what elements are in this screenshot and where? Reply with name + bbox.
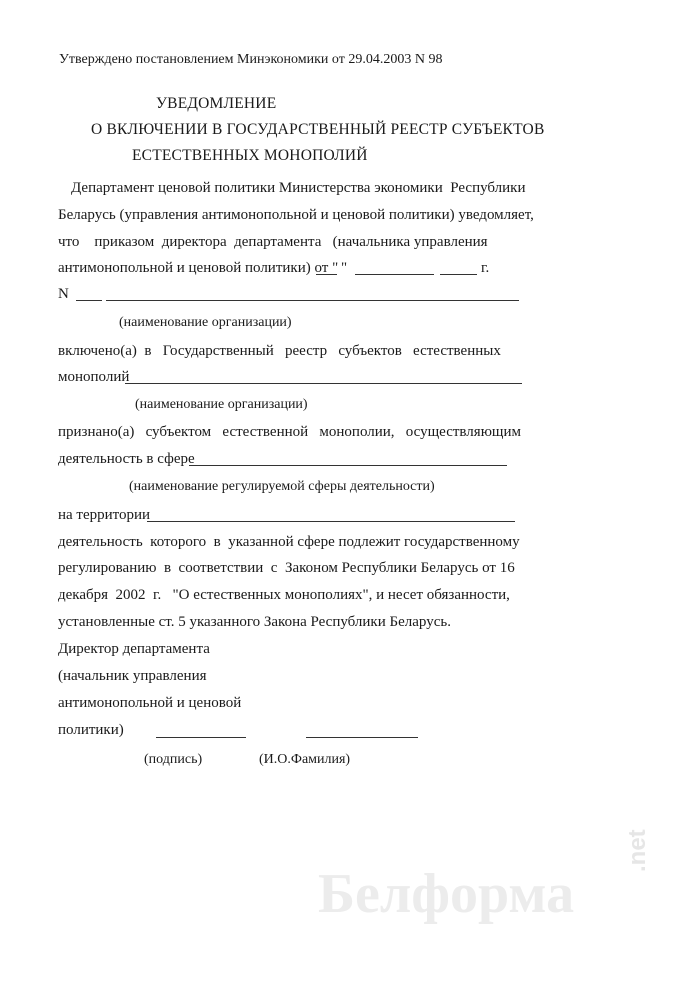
text-dept-line2: Беларусь (управления антимонопольной и ценовой политики) уведомляет,	[58, 207, 534, 223]
document-title: УВЕДОМЛЕНИЕ	[156, 95, 277, 112]
text-regulation-line2: регулированию в соответствии с Законом Республики Беларусь от 16	[58, 560, 515, 576]
territory-blank-line	[147, 521, 515, 522]
sphere-blank-line	[189, 465, 507, 466]
text-recognized-line2: деятельность в сфере	[58, 451, 195, 467]
day-blank-line	[316, 274, 337, 275]
full-name-blank-line	[306, 737, 418, 738]
text-regulation-line4: установленные ст. 5 указанного Закона Республики Беларусь.	[58, 614, 451, 630]
org-name-blank-line	[125, 383, 522, 384]
signatory-line2: (начальник управления	[58, 668, 207, 684]
text-order-date-prefix: антимонопольной и ценовой политики) от "	[58, 260, 339, 276]
text-recognized-line1: признано(а) субъектом естественной монополии, осуществляющим	[58, 424, 521, 440]
text-dept-line3: что приказом директора департамента (начальника управления	[58, 234, 488, 250]
text-included-line2: монополий	[58, 369, 130, 385]
year-blank-line	[440, 274, 477, 275]
approval-note: Утверждено постановлением Минэкономики от 29.04.2003 N 98	[59, 52, 443, 67]
watermark-logo: Белформа	[318, 863, 575, 925]
signatory-line4: политики)	[58, 722, 124, 738]
hint-org-name-1: (наименование организации)	[119, 315, 292, 330]
month-blank-line	[355, 274, 434, 275]
watermark-domain: .net	[624, 829, 651, 872]
text-year-suffix: г.	[481, 260, 490, 276]
document-subtitle-line1: О ВКЛЮЧЕНИИ В ГОСУДАРСТВЕННЫЙ РЕЕСТР СУБЪЕКТОВ	[91, 121, 545, 138]
text-regulation-line1: деятельность которого в указанной сфере подлежит государственному	[58, 534, 520, 550]
order-org-blank-line	[106, 300, 519, 301]
hint-signature: (подпись)	[144, 752, 203, 767]
text-territory: на территории	[58, 507, 151, 523]
text-dept-line1: Департамент ценовой политики Министерства экономики Республики	[71, 180, 526, 196]
text-included-line1: включено(а) в Государственный реестр субъектов естественных	[58, 343, 501, 359]
hint-org-name-2: (наименование организации)	[135, 397, 308, 412]
text-number-label: N	[58, 286, 69, 302]
hint-full-name: (И.О.Фамилия)	[259, 752, 351, 767]
signatory-line1: Директор департамента	[58, 641, 210, 657]
number-blank-line	[76, 300, 102, 301]
signature-blank-line	[156, 737, 246, 738]
text-order-date-quote: "	[341, 260, 348, 276]
hint-sphere: (наименование регулируемой сферы деятельности)	[129, 479, 435, 494]
signatory-line3: антимонопольной и ценовой	[58, 695, 242, 711]
text-regulation-line3: декабря 2002 г. "О естественных монополиях", и несет обязанности,	[58, 587, 510, 603]
document-subtitle-line2: ЕСТЕСТВЕННЫХ МОНОПОЛИЙ	[132, 147, 368, 164]
